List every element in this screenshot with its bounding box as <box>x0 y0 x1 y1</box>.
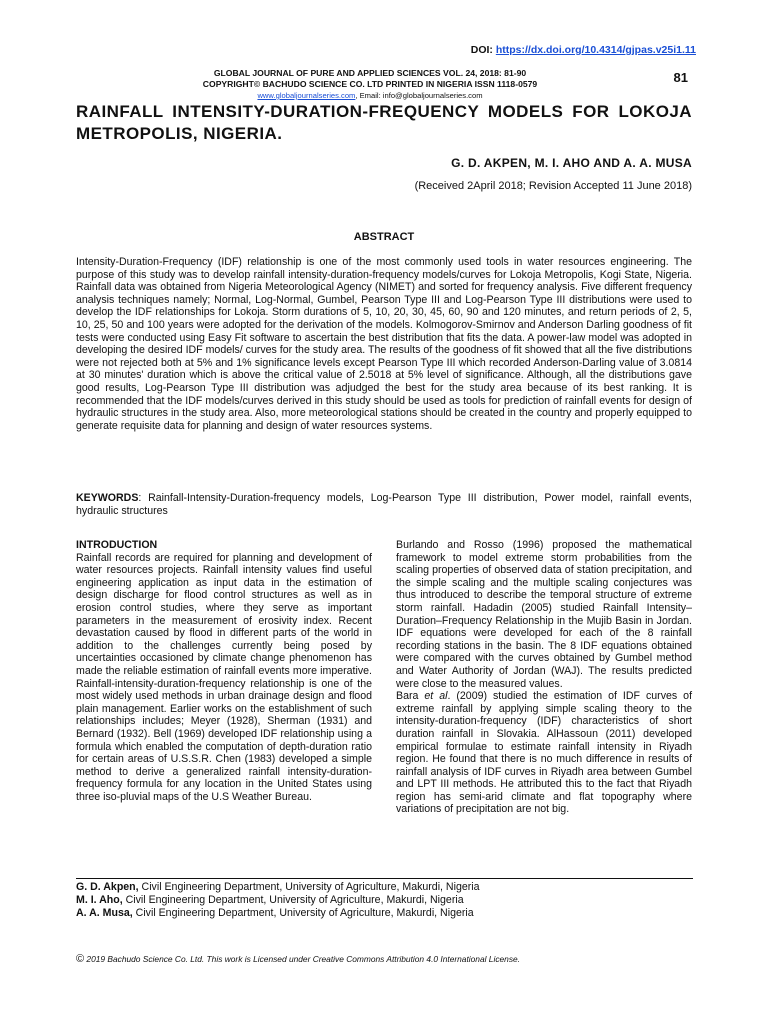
license-text: 2019 Bachudo Science Co. Ltd. This work is Licensed under Creative Commons Attribution 4.0 International License. <box>84 954 521 964</box>
keywords-label: KEYWORDS <box>76 492 139 504</box>
journal-contact <box>150 90 590 101</box>
author-list: G. D. AKPEN, M. I. AHO AND A. A. MUSA <box>451 156 692 170</box>
introduction-left-text: Rainfall records are required for planning and development of water resources projects. Rainfall intensity values find useful engineering application as input data in the estimation of design discharge for flood control structures as well as in erosion control studies, where they serve as important parameters in the measurement of erosivity index. Recent devastation caused by flood in different parts of the world in addition to the challenges currently being posed by uncertainties occasioned by climate change phenomenon has made the reliable estimation of rainfall events more imperative. Rainfall-intensity-duration-frequency relationship is one of the most widely used methods in urban drainage design and flood plain management. Earlier works on the establishment of such relationships includes; Meyer (1928), Sherman (1931) and Bernard (1932). Bell (1969) developed IDF relationship using a formula which enabled the computation of depth-duration ratio for certain areas of U.S.S.R. Chen (1983) developed a simple method to derive a generalized rainfall intensity-duration-frequency formula for any location in the United States using three iso-pluvial maps of the U.S Weather Bureau. <box>76 551 372 803</box>
journal-citation: GLOBAL JOURNAL OF PURE AND APPLIED SCIENCES VOL. 24, 2018: 81-90 <box>213 68 527 78</box>
received-dates: (Received 2April 2018; Revision Accepted 11 June 2018) <box>414 180 692 192</box>
journal-copyright: COPYRIGHT© BACHUDO SCIENCE CO. LTD PRINTED IN NIGERIA ISSN 1118-0579 <box>202 79 538 89</box>
doi-link[interactable]: https://dx.doi.org/10.4314/gjpas.v25i1.11 <box>495 44 696 56</box>
affiliation-item <box>76 907 692 920</box>
affiliation-name: G. D. Akpen, <box>76 881 139 893</box>
left-column <box>76 539 372 803</box>
right-column <box>396 539 692 816</box>
copyright-symbol: © <box>76 953 85 965</box>
affiliation-name: M. I. Aho, <box>76 894 123 906</box>
abstract-text: Intensity-Duration-Frequency (IDF) relationship is one of the most commonly used tools in water resources engineering. The purpose of this study was to develop rainfall intensity-duration-frequency models/curves for Lokoja Metropolis, Kogi State, Nigeria. Rainfall data was obtained from Nigeria Meteorological Agency (NIMET) and sorted for frequency analysis. Five different frequency analysis techniques namely; Normal, Log-Normal, Gumbel, Pearson Type III and Log-Pearson Type III distributions were used to develop the IDF relationships for Lokoja. Storm durations of 5, 10, 20, 30, 45, 60, 90 and 120 minutes, and return periods of 2, 5, 10, 25, 50 and 100 years were adopted for the derivation of the models. Kolmogorov-Smirnov and Anderson Darling goodness of fit tests were conducted using Easy Fit software to ascertain the best distribution that fits the data. A power-law model was adopted in developing the desired IDF models/ curves for the study area. The results of the goodness of fit showed that all the five distributions were not rejected both at 5% and 1% significance levels except Pearson Type III which recorded Anderson-Darling value of 3.0814 at 30 minutes' duration which is above the critical value of 2.5018 at 5% level of significance. Although, all the distributions gave good results, Log-Pearson Type III distribution was adjudged the best for the study area because of its best ranking. It is recommended that the IDF models/curves derived in this study should be used as tools for prediction of rainfall events for design of hydraulic structures in the study area. Also, more meteorological stations should be created in the country and properly equipped to generate requisite data for planning and design of water resources systems. <box>76 256 692 432</box>
footnote-divider <box>76 878 693 879</box>
doi-label: DOI: <box>470 44 493 56</box>
keywords <box>76 492 692 517</box>
journal-website-link[interactable]: www.globaljournalseries.com <box>257 91 356 100</box>
affiliation-dept: Civil Engineering Department, University of Agriculture, Makurdi, Nigeria <box>132 907 474 919</box>
introduction-right-paragraph-1: Burlando and Rosso (1996) proposed the mathematical framework to model extreme storm probabilities from the scaling properties of observed data of station precipitation, and the simple scaling and the multiple scaling conjectures was thus introduced to describe the temporal structure of extreme storm rainfall. Hadadin (2005) studied Rainfall Intensity–Duration–Frequency Relationship in the Mujib Basin in Jordan. IDF equations were developed for each of the 8 rainfall recording stations in the basin. The 8 IDF equations obtained were compared with the curves obtained by Gumbel method and Water Authority of Jordan (WAJ). The results predicted were close to the measured values. <box>396 539 692 690</box>
citation-author: Bara <box>396 690 425 703</box>
citation-et-al: et al <box>424 690 448 703</box>
affiliation-item <box>76 894 692 907</box>
introduction-right-paragraph-2 <box>396 690 692 816</box>
affiliation-name: A. A. Musa, <box>76 907 133 919</box>
page-number: 81 <box>673 70 688 85</box>
author-affiliations <box>76 881 692 920</box>
affiliation-dept: Civil Engineering Department, University of Agriculture, Makurdi, Nigeria <box>138 881 480 893</box>
journal-header <box>150 68 590 101</box>
affiliation-item <box>76 881 692 894</box>
introduction-heading: INTRODUCTION <box>76 539 158 551</box>
paper-title: RAINFALL INTENSITY-DURATION-FREQUENCY MODELS FOR LOKOJA METROPOLIS, NIGERIA. <box>76 102 692 143</box>
journal-email: , Email: info@globaljournalseries.com <box>355 91 483 100</box>
paragraph-body: . (2009) studied the estimation of IDF curves of extreme rainfall by applying simple scaling theory to the intensity-duration-frequency (IDF) characteristics of short duration rainfall in Slovakia. AlHassoun (2011) developed empirical formulae to estimate rainfall intensity in Riyadh region. He found that there is no much difference in results of rainfall analysis of IDF curves in Riyadh area between Gumbel and LPT III methods. He attributed this to the fact that Riyadh region has semi-arid climate and flat topography where variations of precipitation are not big. <box>396 690 693 816</box>
abstract-heading: ABSTRACT <box>353 231 415 243</box>
affiliation-dept: Civil Engineering Department, University of Agriculture, Makurdi, Nigeria <box>122 894 464 906</box>
keywords-text: : Rainfall-Intensity-Duration-frequency models, Log-Pearson Type III distribution, Power model, rainfall events, hydraulic structures <box>76 492 692 517</box>
license-line <box>76 953 692 965</box>
doi-line <box>471 44 696 56</box>
